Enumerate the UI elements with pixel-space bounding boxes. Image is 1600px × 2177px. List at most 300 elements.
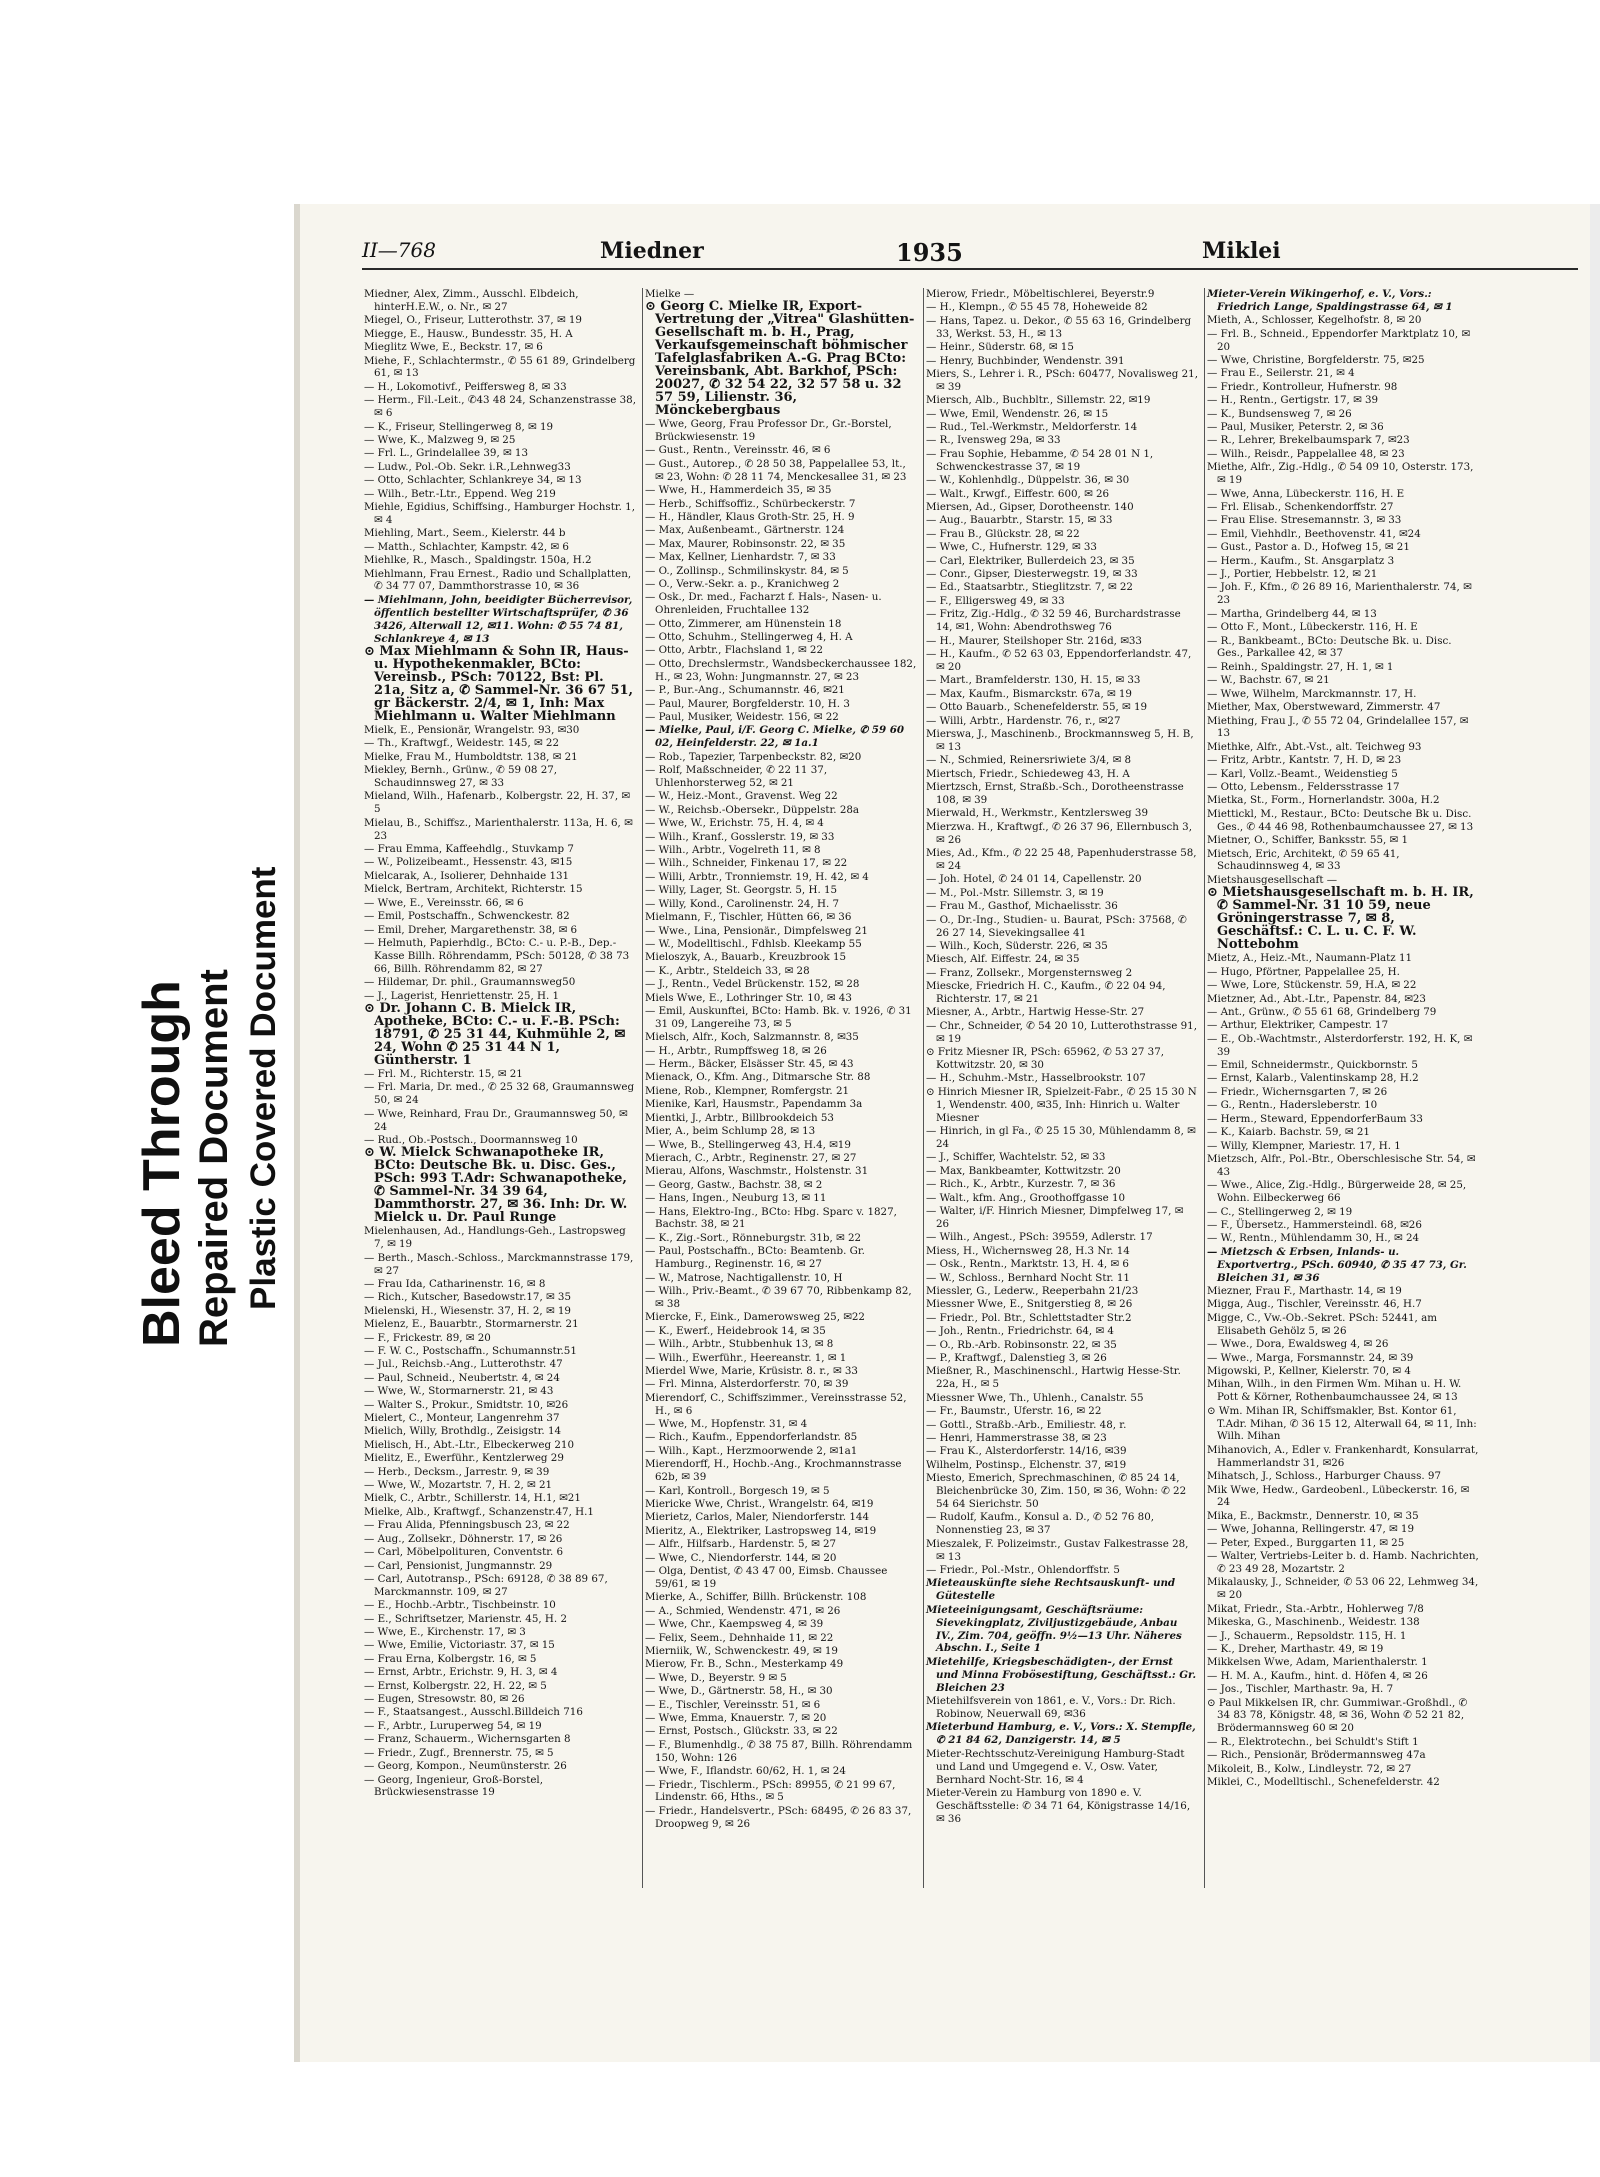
directory-entry: — Peter, Exped., Burggarten 11, ✉ 25 (1207, 1536, 1405, 1549)
directory-entry: — Wwe, Emilie, Victoriastr. 37, ✉ 15 (364, 1639, 555, 1652)
directory-entry: — Wwe, Reinhard, Frau Dr., Graumannsweg 50, ✉ 24 (364, 1107, 628, 1133)
directory-entry: — Wilh., Arbtr., Vogelreth 11, ✉ 8 (645, 844, 821, 857)
directory-entry: — Jul., Reichsb.-Ang., Lutterothstr. 47 (364, 1358, 563, 1371)
directory-entry: — Fr., Baumstr., Uferstr. 16, ✉ 22 (926, 1405, 1102, 1418)
directory-entry: — F., Elligersweg 49, ✉ 33 (926, 594, 1065, 607)
directory-entry: — Wilh., Kapt., Herzmoorwende 2, ✉1a1 (645, 1444, 858, 1457)
directory-entry: — H., Lokomotivf., Peiffersweg 8, ✉ 33 (364, 380, 567, 393)
directory-entry: — Martha, Grindelberg 44, ✉ 13 (1207, 607, 1377, 620)
directory-entry: Mikkelsen Wwe, Adam, Marienthalerstr. 1 (1207, 1656, 1428, 1669)
directory-entry: — H., Maurer, Steilshoper Str. 216d, ✉33 (926, 634, 1142, 647)
directory-entry: — Otto, Schlachter, Schlankreye 34, ✉ 13 (364, 474, 582, 487)
directory-entry: — F., Übersetz., Hammersteindl. 68, ✉26 (1207, 1218, 1422, 1231)
directory-entry: — Henry, Buchbinder, Wendenstr. 391 (926, 354, 1125, 367)
directory-entry: — Paul, Postschaffn., BCto: Beamtenb. Gr. Hamburg., Reginenstr. 16, ✉ 27 (645, 1245, 865, 1271)
directory-entry: Mieter-Verein zu Hamburg von 1890 e. V. Geschäftsstelle: ✆ 34 71 64, Königstrasse 14/16, ✉ 36 (926, 1786, 1191, 1825)
directory-entry: Mihanovich, A., Edler v. Frankenhardt, Konsularrat, Hammerlandstr 31, ✉26 (1207, 1443, 1479, 1469)
directory-entry: — C., Stellingerweg 2, ✉ 19 (1207, 1205, 1353, 1218)
directory-entry: — Wwe, Chr., Kaempsweg 4, ✉ 39 (645, 1618, 824, 1631)
directory-entry: — Herm., Steward, EppendorferBaum 33 (1207, 1112, 1423, 1125)
directory-entry: — H. M. A., Kaufm., hint. d. Höfen 4, ✉ 26 (1207, 1669, 1428, 1682)
directory-entry: — Hildemar, Dr. phil., Graumannsweg50 (364, 976, 576, 989)
directory-entry: — Wwe, W., Erichstr. 75, H. 4, ✉ 4 (645, 817, 824, 830)
directory-entry: — E., Schriftsetzer, Marienstr. 45, H. 2 (364, 1612, 568, 1625)
directory-entry: Mik Wwe, Hedw., Gardeobenl., Lübeckerstr. 16, ✉ 24 (1207, 1483, 1470, 1509)
directory-entry: Mielmann, F., Tischler, Hütten 66, ✉ 36 (645, 911, 852, 924)
directory-entry: — Carl, Elektriker, Bullerdeich 23, ✉ 35 (926, 554, 1135, 567)
directory-entry: — Eugen, Stresowstr. 80, ✉ 26 (364, 1693, 525, 1706)
directory-entry: — J., Portier, Hebbelstr. 12, ✉ 21 (1207, 568, 1378, 581)
directory-entry: — Wwe, C., Niendorferstr. 144, ✉ 20 (645, 1551, 837, 1564)
header-rule (362, 268, 1578, 270)
directory-entry: — Wilh., Reisdr., Pappelallee 48, ✉ 23 (1207, 447, 1405, 460)
directory-entry: ⊙ Hinrich Miesner IR, Spielzeit-Fabr., ✆ 25 15 30 N 1, Wendenstr. 400, ✉35, Inh: Hinrich u. Walter Miesner (926, 1085, 1197, 1124)
directory-entry: Miels Wwe, E., Lothringer Str. 10, ✉ 43 (645, 991, 852, 1004)
directory-entry: — Frl. Maria, Dr. med., ✆ 25 32 68, Graumannsweg 50, ✉ 24 (364, 1081, 635, 1107)
directory-entry: Mielenz, E., Bauarbtr., Stormarnerstr. 21 (364, 1318, 579, 1331)
directory-entry: — E., Tischler, Vereinsstr. 51, ✉ 6 (645, 1698, 821, 1711)
directory-entry: — Frau M., Gasthof, Michaelisstr. 36 (926, 900, 1118, 913)
directory-entry: Mierniik, W., Schwenckestr. 49, ✉ 19 (645, 1644, 838, 1657)
directory-entry: — Wwe, E., Vereinsstr. 66, ✉ 6 (364, 896, 524, 909)
directory-entry: — Frau Ida, Catharinenstr. 16, ✉ 8 (364, 1277, 546, 1290)
directory-entry: — Olga, Dentist, ✆ 43 47 00, Eimsb. Chaussee 59/61, ✉ 19 (645, 1565, 888, 1590)
directory-entry: — Wwe, M., Hopfenstr. 31, ✉ 4 (645, 1418, 808, 1431)
directory-entry: — Max, Außenbeamt., Gärtnerstr. 124 (645, 524, 845, 537)
directory-entry: Mielke, Alb., Kraftwgf., Schanzenstr.47, H.1 (364, 1505, 594, 1518)
directory-entry: Mieloszyk, A., Bauarb., Kreuzbrook 15 (645, 951, 847, 964)
directory-entry: — Friedr., Kontrolleur, Hufnerstr. 98 (1207, 380, 1398, 393)
directory-entry: — E., Hochb.-Arbtr., Tischbeinstr. 10 (364, 1599, 556, 1612)
directory-entry: — O., Rb.-Arb. Robinsonstr. 22, ✉ 35 (926, 1338, 1117, 1351)
directory-entry: — Matth., Schlachter, Kampstr. 42, ✉ 6 (364, 540, 569, 553)
directory-entry: — Ernst, Postsch., Glückstr. 33, ✉ 22 (645, 1725, 838, 1738)
directory-entry: — Emil, Postschaffn., Schwenckestr. 82 (364, 910, 570, 923)
directory-entry: Mielck, Bertram, Architekt, Richterstr. 15 (364, 883, 583, 896)
directory-entry: Mierow, Fr. B., Schn., Mesterkamp 49 (645, 1658, 844, 1671)
directory-entry: — Max, Kaufm., Bismarckstr. 67a, ✉ 19 (926, 687, 1132, 700)
directory-entry: Miesto, Emerich, Sprechmaschinen, ✆ 85 24 14, Bleichenbrücke 30, Zim. 150, ✉ 36, Wohn: ✆ 22 54 64 Sierichstr. 50 (926, 1472, 1187, 1510)
directory-entry: Mietka, St., Form., Hornerlandstr. 300a, H.2 (1207, 794, 1440, 807)
directory-entry: Miehlke, R., Masch., Spaldingstr. 150a, H.2 (364, 554, 592, 567)
directory-entry: — O., Zollinsp., Schmilinskystr. 84, ✉ 5 (645, 564, 849, 577)
column-4 (1207, 288, 1479, 1789)
directory-entry: — Otto Bauarb., Schenefelderstr. 55, ✉ 19 (926, 701, 1148, 714)
directory-entry: — Reinh., Spaldingstr. 27, H. 1, ✉ 1 (1207, 660, 1394, 673)
directory-entry: Mietz, A., Heiz.-Mt., Naumann-Platz 11 (1207, 952, 1413, 965)
directory-entry: — Miehlmann, John, beeidigter Bücherrevisor, öffentlich bestellter Wirtschaftsprüfer, ✆ 36 3426, Alterwall 12, ✉11. Wohn: ✆ 55 74 81, Schlankreye 4, ✉ 13 (364, 593, 633, 645)
directory-entry: Mierendorff, H., Hochb.-Ang., Krochmannstrasse 62b, ✉ 39 (645, 1458, 902, 1484)
directory-entry: Mieteauskünfte siehe Rechtsauskunft- und Gütestelle (926, 1577, 1176, 1603)
directory-entry: — K., Bundsensweg 7, ✉ 26 (1207, 407, 1352, 420)
directory-entry: Mieritz, A., Elektriker, Lastropsweg 14, ✉19 (645, 1524, 877, 1537)
directory-entry: — Otto F., Mont., Lübeckerstr. 116, H. E (1207, 621, 1418, 634)
directory-entry: — Wilh., Arbtr., Stubbenhuk 13, ✉ 8 (645, 1338, 834, 1351)
directory-entry: — Wwe, Christine, Borgfelderstr. 75, ✉25 (1207, 354, 1425, 367)
directory-entry: Mierswa, J., Maschinenb., Brockmannsweg 5, H. B, ✉ 13 (926, 727, 1194, 753)
directory-entry: — W., Heiz.-Mont., Gravenst. Weg 22 (645, 790, 838, 803)
directory-entry: — O., Verw.-Sekr. a. p., Kranichweg 2 (645, 577, 840, 590)
directory-entry: Mietehilfe, Kriegsbeschädigten-, der Ernst und Minna Frobösestiftung, Geschäftsst.: Gr. Bleichen 23 (926, 1655, 1197, 1694)
directory-entry: Mielisch, H., Abt.-Ltr., Elbeckerweg 210 (364, 1438, 574, 1451)
directory-entry: — W., Reichsb.-Obersekr., Düppelstr. 28a (645, 803, 860, 816)
directory-entry: — Franz, Schauerm., Wichernsgarten 8 (364, 1733, 571, 1746)
directory-entry: Mikeska, G., Maschinenb., Weidestr. 138 (1207, 1616, 1420, 1629)
directory-entry: — Ant., Grünw., ✆ 55 61 68, Grindelberg 79 (1207, 1005, 1437, 1018)
directory-entry: — Helmuth, Papierhdlg., BCto: C.- u. P.-B., Dep.-Kasse Billh. Röhrendamm, PSch: 50128, ✆ 38 73 66, Billh. Röhrendamm 82, ✉ 27 (364, 936, 630, 975)
directory-entry: — Frau E., Seilerstr. 21, ✉ 4 (1207, 367, 1355, 380)
directory-entry: — Wwe, C., Hufnerstr. 129, ✉ 33 (926, 541, 1097, 554)
directory-entry: — R., Ivensweg 29a, ✉ 33 (926, 434, 1061, 447)
directory-entry: — A., Schmied, Wendenstr. 471, ✉ 26 (645, 1604, 841, 1617)
directory-entry: — Otto, Schuhm., Stellingerweg 4, H. A (645, 631, 853, 644)
directory-entry: Miethke, Alfr., Abt.-Vst., alt. Teichweg 93 (1207, 740, 1422, 753)
directory-entry: — W., Matrose, Nachtigallenstr. 10, H (645, 1271, 843, 1284)
directory-entry: — P., Kraftwgf., Dalenstieg 3, ✉ 26 (926, 1352, 1107, 1364)
header-year: 1935 (896, 238, 963, 267)
directory-entry: Miersen, Ad., Gipser, Dorotheenstr. 140 (926, 501, 1134, 513)
directory-entry: — Wwe, Georg, Frau Professor Dr., Gr.-Borstel, Brückwiesenstr. 19 (645, 418, 892, 443)
directory-entry: Miething, Frau J., ✆ 55 72 04, Grindelallee 157, ✉ 13 (1207, 714, 1469, 740)
directory-entry: Mieter-Verein Wikingerhof, e. V., Vors.: Friedrich Lange, Spaldingstrasse 64, ✉ 1 (1207, 288, 1453, 313)
directory-entry: Miersch, Alb., Buchbltr., Sillemstr. 22, ✉19 (926, 394, 1151, 407)
directory-entry: — Friedr., Zugf., Brennerstr. 75, ✉ 5 (364, 1746, 554, 1759)
directory-entry: — Herm., Kaufm., St. Ansgarplatz 3 (1207, 554, 1395, 567)
page-number: II—768 (362, 238, 436, 262)
directory-entry: — Walter, Vertriebs-Leiter b. d. Hamb. Nachrichten, ✆ 23 49 28, Mozartstr. 2 (1207, 1550, 1479, 1575)
directory-entry: Miessler, G., Lederw., Reeperbahn 21/23 (926, 1284, 1139, 1297)
directory-entry: — Hans, Elektro-Ing., BCto: Hbg. Sparc v. 1827, Bachstr. 38, ✉ 21 (645, 1205, 897, 1231)
directory-entry: Mielau, B., Schiffsz., Marienthalerstr. 113a, H. 6, ✉ 23 (364, 816, 633, 842)
directory-entry: — Paul, Musiker, Peterstr. 2, ✉ 36 (1207, 421, 1384, 434)
directory-entry: — Rich., Kutscher, Basedowstr.17, ✉ 35 (364, 1291, 572, 1304)
directory-entry: — Willi, Arbtr., Tronniemstr. 19, H. 42, ✉ 4 (645, 870, 869, 883)
directory-entry: — Herb., Decksm., Jarrestr. 9, ✉ 39 (364, 1465, 550, 1478)
directory-entry: — Frl. B., Schneid., Eppendorfer Marktplatz 10, ✉ 20 (1207, 327, 1471, 353)
directory-entry: — Henri, Hammerstrasse 38, ✉ 23 (926, 1431, 1107, 1444)
directory-entry: — Paul, Musiker, Weidestr. 156, ✉ 22 (645, 711, 839, 723)
directory-entry: — Felix, Seem., Dehnhaide 11, ✉ 22 (645, 1631, 834, 1644)
directory-entry: — Hugo, Pförtner, Pappelallee 25, H. (1207, 965, 1400, 978)
directory-entry: — Willy, Klempner, Mariestr. 17, H. 1 (1207, 1139, 1401, 1152)
directory-entry: — Frau Alida, Pfenningsbusch 23, ✉ 22 (364, 1519, 570, 1532)
directory-entry: Mieth, A., Schlosser, Kegelhofstr. 8, ✉ 20 (1207, 314, 1422, 327)
repaired-document-stamp: Repaired Document (192, 969, 236, 1347)
directory-entry: Miessner Wwe, E., Snitgerstieg 8, ✉ 26 (926, 1298, 1133, 1311)
directory-entry: Miettickl, M., Restaur., BCto: Deutsche Bk u. Disc. Ges., ✆ 44 46 98, Rothenbaumchaussee 27, ✉ 13 (1207, 807, 1474, 833)
directory-entry: — Frl. L., Grindelallee 39, ✉ 13 (364, 447, 529, 460)
directory-entry: Miess, H., Wichernsweg 28, H.3 Nr. 14 (926, 1244, 1130, 1257)
directory-entry: Mieland, Wilh., Hafenarb., Kolbergstr. 22, H. 37, ✉ 5 (364, 790, 631, 816)
directory-entry: Mielke, Frau M., Humboldtstr. 138, ✉ 21 (364, 750, 578, 763)
directory-entry: Mielcarak, A., Isolierer, Dehnhaide 131 (364, 869, 570, 882)
plastic-covered-stamp: Plastic Covered Document (244, 866, 283, 1310)
directory-entry: — H., Händler, Klaus Groth-Str. 25, H. 9 (645, 510, 855, 523)
directory-entry: — Max, Maurer, Robinsonstr. 22, ✉ 35 (645, 537, 846, 550)
directory-entry: — Ed., Staatsarbtr., Stieglitzstr. 7, ✉ 22 (926, 581, 1133, 594)
directory-entry: Migowski, P., Kellner, Kielerstr. 70, ✉ 4 (1207, 1364, 1411, 1377)
directory-entry: — F., Frickestr. 89, ✉ 20 (364, 1331, 491, 1344)
directory-entry: Mietehilfsverein von 1861, e. V., Vors.: Dr. Rich. Robinow, Neuerwall 69, ✉36 (926, 1695, 1176, 1720)
directory-entry: — Ernst, Kalarb., Valentinskamp 28, H.2 (1207, 1072, 1419, 1085)
directory-entry: Miether, Max, Oberstweward, Zimmerstr. 47 (1207, 701, 1441, 714)
directory-entry: — Wilh., Koch, Süderstr. 226, ✉ 35 (926, 939, 1108, 952)
directory-entry: — Wwe, H., Hammerdeich 35, ✉ 35 (645, 484, 832, 497)
directory-entry: — Joh. F., Kfm., ✆ 26 89 16, Marienthalerstr. 74, ✉ 23 (1207, 581, 1472, 607)
directory-entry: Miertzsch, Ernst, Straßb.-Sch., Dorotheenstrasse 108, ✉ 39 (926, 781, 1184, 806)
directory-entry: — W., Modelltischl., Fdhlsb. Kleekamp 55 (645, 937, 862, 950)
directory-entry: — Wwe., Marga, Forsmannstr. 24, ✉ 39 (1207, 1351, 1414, 1364)
directory-entry: — Wwe, D., Beyerstr. 9 ✉ 5 (645, 1671, 787, 1684)
directory-entry: — J., Rentn., Vedel Brückenstr. 152, ✉ 28 (645, 978, 860, 991)
directory-entry: — Joh., Rentn., Friedrichstr. 64, ✉ 4 (926, 1325, 1114, 1338)
directory-entry: Mientki, J., Arbtr., Billbrookdeich 53 (645, 1111, 834, 1124)
directory-entry: Mikalausky, J., Schneider, ✆ 53 06 22, Lehmweg 34, ✉ 20 (1207, 1576, 1479, 1602)
directory-entry: ⊙ Georg C. Mielke IR, Export-Vertretung der „Vitrea" Glashütten-Gesellschaft m. b. H., Prag, Verkaufsgemeinschaft böhmischer Tafelglasfabriken A.-G. Prag BCto: Vereinsbank, Abt. Barkhof, PSch: 20027, ✆ 32 54 22, 32 57 58 u. 32 57 59, Lilienstr. 36, Mönckebergbaus (645, 299, 915, 418)
directory-entry: — Rudolf, Kaufm., Konsul a. D., ✆ 52 76 80, Nonnenstieg 23, ✉ 37 (926, 1511, 1155, 1537)
directory-entry: — R., Elektrotechn., bei Schuldt's Stift 1 (1207, 1735, 1419, 1748)
directory-entry: — Berth., Masch.-Schloss., Marckmannstrasse 179, ✉ 27 (364, 1251, 634, 1277)
directory-entry: — E., Ob.-Wachtmstr., Alsterdorferstr. 192, H. K, ✉ 39 (1207, 1032, 1473, 1058)
directory-entry: Mihan, Wilh., in den Firmen Wm. Mihan u. H. W. Pott & Körner, Rothenbaumchaussee 24, ✉ 13 (1207, 1378, 1462, 1404)
directory-entry: — Friedr., Pol.-Mstr., Ohlendorffstr. 5 (926, 1564, 1120, 1576)
directory-entry: Mietzner, Ad., Abt.-Ltr., Papenstr. 84, ✉23 (1207, 992, 1426, 1005)
directory-entry: Mierow, Friedr., Möbeltischlerei, Beyerstr.9 (926, 288, 1155, 300)
directory-entry: — Rob., Tapezier, Tarpenbeckstr. 82, ✉20 (645, 750, 862, 763)
directory-entry: — Emil, Schneidermstr., Quickbornstr. 5 (1207, 1059, 1418, 1072)
directory-entry: — R., Lehrer, Brekelbaumspark 7, ✉23 (1207, 434, 1410, 447)
directory-entry: — Friedr., Handelsvertr., PSch: 68495, ✆ 26 83 37, Droopweg 9, ✉ 26 (645, 1804, 912, 1830)
directory-entry: Mierzwa. H., Kraftwgf., ✆ 26 37 96, Ellernbusch 3, ✉ 26 (926, 820, 1192, 846)
directory-entry: Mies, Ad., Kfm., ✆ 22 25 48, Papenhuderstrasse 58, ✉ 24 (926, 847, 1197, 872)
directory-entry: — Joh. Hotel, ✆ 24 01 14, Capellenstr. 20 (926, 873, 1142, 886)
directory-entry: — Rud., Tel.-Werkmstr., Meldorferstr. 14 (926, 421, 1138, 434)
directory-entry: — Conr., Gipser, Diesterwegstr. 19, ✉ 33 (926, 568, 1138, 581)
directory-entry: — Walter S., Prokur., Smidtstr. 10, ✉26 (364, 1398, 569, 1411)
directory-entry: — Gust., Pastor a. D., Hofweg 15, ✉ 21 (1207, 541, 1410, 554)
directory-entry: Mielich, Willy, Brothdlg., Zeisigstr. 14 (364, 1425, 562, 1438)
directory-entry: — K., Dreher, Marthastr. 49, ✉ 19 (1207, 1642, 1384, 1655)
directory-entry: Miessner Wwe, Th., Uhlenh., Canalstr. 55 (926, 1391, 1144, 1404)
directory-entry: Mieglitz Wwe, E., Beckstr. 17, ✉ 6 (364, 341, 543, 354)
directory-entry: — Karl, Vollz.-Beamt., Weidenstieg 5 (1207, 767, 1398, 780)
directory-entry: Miesner, A., Arbtr., Hartwig Hesse-Str. 27 (926, 1006, 1145, 1019)
directory-entry: Miekley, Bernh., Grünw., ✆ 59 08 27, Schaudinnsweg 27, ✉ 33 (364, 764, 558, 790)
directory-entry: — H., Schuhm.-Mstr., Hasselbrookstr. 107 (926, 1072, 1146, 1085)
directory-entry: Mikat, Friedr., Sta.-Arbtr., Hohlerweg 7/8 (1207, 1602, 1424, 1615)
directory-entry: — Frau Elise. Stresemannstr. 3, ✉ 33 (1207, 514, 1402, 527)
bleed-through-stamp: Bleed Through (133, 980, 191, 1347)
directory-entry: — Ernst, Kolbergstr. 22, H. 22, ✉ 5 (364, 1679, 547, 1692)
directory-entry: Mielenhausen, Ad., Handlungs-Geh., Lastropsweg 7, ✉ 19 (364, 1225, 626, 1251)
directory-entry: ⊙ Mietshausgesellschaft m. b. H. IR, ✆ Sammel-Nr. 31 10 59, neue Gröningerstrasse 7, ✉ 8, Geschäftsf.: C. L. u. C. F. W. Nottebohm (1207, 885, 1474, 952)
directory-entry: — W., Polizeibeamt., Hessenstr. 43, ✉15 (364, 856, 573, 869)
header-right-word: Miklei (1202, 238, 1281, 264)
directory-entry: — Wwe, E., Kirchenstr. 17, ✉ 3 (364, 1626, 526, 1639)
directory-entry: Mietsch, Eric, Architekt, ✆ 59 65 41, Schaudinnsweg 4, ✉ 33 (1207, 847, 1400, 873)
directory-entry: Miegel, O., Friseur, Lutterothstr. 37, ✉ 19 (364, 314, 582, 327)
directory-entry: — Max, Bankbeamter, Kottwitzstr. 20 (926, 1164, 1121, 1177)
directory-entry: — Max, Kellner, Lienhardstr. 7, ✉ 33 (645, 551, 836, 564)
directory-entry: — H., Klempn., ✆ 55 45 78, Hoheweide 82 (926, 301, 1148, 314)
directory-entry: — R., Bankbeamt., BCto: Deutsche Bk. u. Disc. Ges., Parkallee 42, ✉ 37 (1207, 634, 1452, 660)
directory-entry: — W., Schloss., Bernhard Nocht Str. 11 (926, 1271, 1130, 1284)
directory-entry: Miehle, Egidius, Schiffsing., Hamburger Hochstr. 1, ✉ 4 (364, 501, 635, 526)
directory-entry: Miericke Wwe, Christ., Wrangelstr. 64, ✉19 (645, 1497, 874, 1510)
directory-entry: Miehe, F., Schlachtermstr., ✆ 55 61 89, Grindelberg 61, ✉ 13 (364, 354, 636, 380)
directory-entry: — J., Lagerist, Henriettenstr. 25, H. 1 (364, 989, 560, 1002)
directory-entry: — Mart., Bramfelderstr. 130, H. 15, ✉ 33 (926, 674, 1141, 687)
directory-entry: — Emil, Viehhdlr., Beethovenstr. 41, ✉24 (1207, 527, 1421, 540)
directory-entry: — Frau Erna, Kolbergstr. 16, ✉ 5 (364, 1652, 537, 1665)
directory-entry: Mierau, Alfons, Waschmstr., Holstenstr. 31 (645, 1165, 869, 1178)
column-2 (645, 288, 917, 1831)
directory-entry: Mietner, O., Schiffer, Banksstr. 55, ✉ 1 (1207, 834, 1408, 847)
directory-entry: ⊙ W. Mielck Schwanapotheke IR, BCto: Deutsche Bk. u. Disc. Ges., PSch: 993 T.Adr: Schwanapotheke, ✆ Sammel-Nr. 34 39 64, Dammthorstr. 27, ✉ 36. Inh: Dr. W. Mielck u. Dr. Paul Runge (364, 1145, 628, 1225)
directory-entry: — Karl, Kontroll., Borgesch 19, ✉ 5 (645, 1484, 830, 1497)
directory-entry: Migga, Aug., Tischler, Vereinsstr. 46, H.7 (1207, 1298, 1422, 1311)
directory-entry: — K., Zig.-Sort., Rönneburgstr. 31b, ✉ 22 (645, 1231, 862, 1244)
directory-entry: — Hans, Tapez. u. Dekor., ✆ 55 63 16, Grindelberg 33, Werkst. 53, H., ✉ 13 (926, 314, 1192, 340)
directory-entry: Wilhelm, Postinsp., Elchenstr. 37, ✉19 (926, 1458, 1127, 1471)
directory-entry: — Otto, Zimmerer, am Hünenstein 18 (645, 617, 842, 630)
directory-entry: Mieteeinigungsamt, Geschäftsräume: Sievekingplatz, Ziviljustizgebäude, Anbau IV., Zim. 704, geöffn. 9½—13 Uhr. Näheres Abschn. I., Seite 1 (926, 1603, 1182, 1655)
directory-entry: — Willy, Kond., Carolinenstr. 24, H. 7 (645, 897, 840, 910)
directory-entry: — Jos., Tischler, Marthastr. 9a, H. 7 (1207, 1683, 1394, 1696)
directory-entry: — W., Kohlenhdlg., Düppelstr. 36, ✉ 30 (926, 474, 1130, 487)
directory-entry: Mierietz, Carlos, Maler, Niendorferstr. 144 (645, 1511, 869, 1524)
directory-entry: Mierwald, H., Werkmstr., Kentzlersweg 39 (926, 807, 1149, 820)
directory-entry: — Hans, Ingen., Neuburg 13, ✉ 11 (645, 1192, 827, 1205)
directory-entry: — Otto, Drechslermstr., Wandsbeckerchaussee 182, H., ✉ 23, Wohn: Jungmannstr. 27, ✉ 23 (645, 657, 917, 683)
directory-entry: ⊙ Max Miehlmann & Sohn IR, Haus- u. Hypothekenmakler, BCto: Vereinsb., PSch: 70122, Bst: Pl. 21a, Sitz a, ✆ Sammel-Nr. 36 67 51, gr Bäckerstr. 2/4, ✉ 1, Inh: Max Miehlmann u. Walter Miehlmann (364, 643, 634, 724)
directory-entry: — Frau B., Glückstr. 28, ✉ 22 (926, 527, 1080, 540)
directory-entry: — Georg, Ingenieur, Groß-Borstel, Brückwiesenstrasse 19 (364, 1773, 543, 1799)
directory-entry: — Wwe, B., Stellingerweg 43, H.4, ✉19 (645, 1138, 851, 1151)
directory-entry: — Friedr., Pol. Btr., Schlettstadter Str.2 (926, 1311, 1132, 1324)
directory-entry: — Arthur, Elektriker, Campestr. 17 (1207, 1019, 1389, 1032)
directory-entry: — Gust., Rentn., Vereinsstr. 46, ✉ 6 (645, 444, 831, 457)
directory-entry: Mietzsch, Alfr., Pol.-Btr., Oberschlesische Str. 54, ✉ 43 (1207, 1152, 1476, 1178)
directory-entry: Mielitz, E., Ewerführ., Kentzlerweg 29 (364, 1452, 564, 1465)
directory-entry: — Wwe., Dora, Ewaldsweg 4, ✉ 26 (1207, 1338, 1389, 1351)
directory-entry: — Otto, Lebensm., Feldersstrasse 17 (1207, 781, 1400, 794)
directory-entry: — Walter, i/F. Hinrich Miesner, Dimpfelweg 17, ✉ 26 (926, 1205, 1184, 1230)
directory-entry: — N., Schmied, Reinersriwiete 3/4, ✉ 8 (926, 754, 1132, 767)
directory-entry: — Aug., Zollsekr., Döhnerstr. 17, ✉ 26 (364, 1532, 563, 1545)
directory-entry: — Mielke, Paul, i/F. Georg C. Mielke, ✆ 59 60 02, Heinfelderstr. 22, ✉ 1a.1 (645, 724, 905, 750)
directory-entry: Mierdel Wwe, Marie, Krüsistr. 8. r., ✉ 33 (645, 1364, 858, 1377)
directory-entry: — Willy, Lager, St. Georgstr. 5, H. 15 (645, 884, 838, 897)
directory-entry: — Wwe, D., Gärtnerstr. 58, H., ✉ 30 (645, 1685, 833, 1698)
directory-entry: — Wwe, W., Mozartstr. 7, H. 2, ✉ 21 (364, 1479, 553, 1492)
directory-entry: Miedner, Alex, Zimm., Ausschl. Elbdeich, hinterH.E.W., o. Nr., ✉ 27 (364, 288, 579, 313)
directory-entry: — K., Friseur, Stellingerweg 8, ✉ 19 (364, 420, 554, 433)
directory-page (294, 204, 1596, 2062)
directory-entry: — Paul, Maurer, Borgfelderstr. 10, H. 3 (645, 697, 850, 710)
directory-entry: — F., Blumenhdlg., ✆ 38 75 87, Billh. Röhrendamm 150, Wohn: 126 (645, 1738, 913, 1764)
directory-entry: — Wilh., Kranf., Gosslerstr. 19, ✉ 33 (645, 830, 835, 843)
page-edge (1590, 204, 1600, 2062)
directory-entry: — M., Pol.-Mstr. Sillemstr. 3, ✉ 19 (926, 886, 1104, 899)
directory-entry: Mienack, O., Kfm. Ang., Ditmarsche Str. 88 (645, 1071, 871, 1084)
directory-entry: Mieterbund Hamburg, e. V., Vors.: X. Stempfle, ✆ 21 84 62, Danzigerstr. 14, ✉ 5 (926, 1721, 1196, 1747)
directory-entry: ⊙ Fritz Miesner IR, PSch: 65962, ✆ 53 27 37, Kottwitzstr. 20, ✉ 30 (926, 1046, 1165, 1072)
column-divider (642, 288, 643, 1888)
directory-entry: Mikoleit, B., Kolw., Lindleystr. 72, ✉ 27 (1207, 1762, 1412, 1775)
directory-entry: — Frau K., Alsterdorferstr. 14/16, ✉39 (926, 1445, 1127, 1458)
directory-entry: — J., Schauerm., Repsoldstr. 115, H. 1 (1207, 1629, 1407, 1642)
directory-entry: — Wilh., Betr.-Ltr., Eppend. Weg 219 (364, 487, 556, 500)
directory-entry: — F. W. C., Postschaffn., Schumannstr.51 (364, 1345, 577, 1357)
directory-entry: — O., Dr.-Ing., Studien- u. Baurat, PSch: 37568, ✆ 26 27 14, Sievekingsallee 41 (926, 913, 1187, 939)
directory-entry: — Wwe, F., Iflandstr. 60/62, H. 1, ✉ 24 (645, 1765, 846, 1778)
directory-entry: Mika, E., Backmstr., Dennerstr. 10, ✉ 35 (1207, 1509, 1419, 1522)
directory-entry: — H., Arbtr., Rumpffsweg 18, ✉ 26 (645, 1044, 827, 1057)
directory-entry: Mielk, E., Pensionär, Wrangelstr. 93, ✉30 (364, 723, 580, 736)
directory-entry: — Franz, Zollsekr., Morgensternsweg 2 (926, 966, 1133, 979)
directory-entry: — Herb., Schiffsoffiz., Schürbeckerstr. 7 (645, 497, 856, 510)
directory-entry: — Willi, Arbtr., Hardenstr. 76, r., ✉27 (926, 714, 1121, 727)
directory-entry: Mielk, C., Arbtr., Schillerstr. 14, H.1, ✉21 (364, 1492, 581, 1505)
directory-entry: — Wwe, Lore, Stückenstr. 59, H.A, ✉ 22 (1207, 979, 1417, 992)
directory-entry: — Rich., Pensionär, Brödermannsweg 47a (1207, 1749, 1426, 1762)
directory-entry: — Frl. Minna, Alsterdorferstr. 70, ✉ 39 (645, 1378, 849, 1391)
directory-entry: Miezner, Frau F., Marthastr. 14, ✉ 19 (1207, 1284, 1402, 1297)
directory-entry: Mieszalek, F. Polizeimstr., Gustav Falkestrasse 28, ✉ 13 (926, 1537, 1189, 1563)
directory-entry: — Wwe, Anna, Lübeckerstr. 116, H. E (1207, 487, 1405, 500)
directory-entry: — Wwe, Wilhelm, Marckmannstr. 17, H. (1207, 687, 1417, 700)
directory-entry: — Friedr., Tischlerm., PSch: 89955, ✆ 21 99 67, Lindenstr. 66, Hths., ✉ 5 (645, 1778, 896, 1804)
directory-entry: Miertsch, Friedr., Schiedeweg 43, H. A (926, 767, 1130, 780)
directory-entry: — F., Arbtr., Luruperweg 54, ✉ 19 (364, 1719, 542, 1732)
directory-entry: Mieter-Rechtsschutz-Vereinigung Hamburg-Stadt und Land und Umgegend e. V., Osw. Vater, Bernhard Nocht-Str. 16, ✉ 4 (926, 1747, 1185, 1786)
directory-entry: ⊙ Wm. Mihan IR, Schiffsmakler, Bst. Kontor 61, T.Adr. Mihan, ✆ 36 15 12, Alterwall 64, ✉ 11, Inh: Wilh. Mihan (1207, 1404, 1477, 1443)
header-left-word: Miedner (600, 238, 704, 264)
directory-entry: Mienike, Karl, Hausmstr., Papendamm 3a (645, 1098, 863, 1111)
directory-entry: — Wilh., Ewerführ., Heereanstr. 1, ✉ 1 (645, 1351, 847, 1364)
directory-entry: — Wwe, W., Stormarnerstr. 21, ✉ 43 (364, 1385, 554, 1398)
directory-entry: — Emil, Dreher, Margarethenstr. 38, ✉ 6 (364, 923, 578, 936)
directory-entry: — Rolf, Maßschneider, ✆ 22 11 37, Uhlenhorsterweg 52, ✉ 21 (645, 764, 828, 790)
directory-entry: — Rich., K., Arbtr., Kurzestr. 7, ✉ 36 (926, 1178, 1116, 1191)
directory-entry: — Osk., Dr. med., Facharzt f. Hals-, Nasen- u. Ohrenleiden, Fruchtallee 132 (645, 591, 882, 617)
directory-entry: — Gust., Autorep., ✆ 28 50 38, Pappelallee 53, lt., ✉ 23, Wohn: ✆ 28 11 74, Menckesallee 31, ✉ 23 (645, 457, 907, 483)
column-3 (926, 288, 1198, 1826)
directory-entry: — Ernst, Arbtr., Erichstr. 9, H. 3, ✉ 4 (364, 1666, 558, 1679)
directory-entry: — P., Bur.-Ang., Schumannstr. 46, ✉21 (645, 684, 845, 697)
directory-entry: Mielenski, H., Wiesenstr. 37, H. 2, ✉ 19 (364, 1304, 571, 1317)
directory-entry: — Heinr., Süderstr. 68, ✉ 15 (926, 341, 1074, 354)
directory-entry: Mierendorf, C., Schiffszimmer., Vereinsstrasse 52, H., ✉ 6 (645, 1391, 907, 1417)
directory-entry: Miegge, E., Hausw., Bundesstr. 35, H. A (364, 327, 573, 340)
directory-entry: — Georg, Gastw., Bachstr. 38, ✉ 2 (645, 1178, 823, 1191)
directory-entry: Mihatsch, J., Schloss., Harburger Chauss. 97 (1207, 1470, 1442, 1483)
directory-entry: Mielert, C., Monteur, Langenrehm 37 (364, 1412, 560, 1425)
directory-entry: — Ludw., Pol.-Ob. Sekr. i.R.,Lehnweg33 (364, 460, 571, 473)
directory-entry: — Frl. M., Richterstr. 15, ✉ 21 (364, 1067, 523, 1080)
directory-entry: — Emil, Auskunftei, BCto: Hamb. Bk. v. 1926, ✆ 31 31 09, Langereihe 73, ✉ 5 (645, 1004, 912, 1030)
directory-entry: — Mietzsch & Erbsen, Inlands- u. Exportvertrg., PSch. 60940, ✆ 35 47 73, Gr. Bleichen 31, ✉ 36 (1207, 1245, 1467, 1284)
directory-entry: — H., Kaufm., ✆ 52 63 03, Eppendorferlandstr. 47, ✉ 20 (926, 647, 1192, 673)
directory-entry: — Wilh., Priv.-Beamt., ✆ 39 67 70, Ribbenkamp 82, ✉ 38 (645, 1284, 912, 1310)
directory-entry: ⊙ Paul Mikkelsen IR, chr. Gummiwar.-Großhdl., ✆ 34 83 78, Königstr. 48, ✉ 36, Wohn ✆ 52 21 82, Brödermannsweg 60 ✉ 20 (1207, 1696, 1468, 1735)
directory-entry: — Aug., Bauarbtr., Starstr. 15, ✉ 33 (926, 514, 1113, 527)
directory-entry: Miers, S., Lehrer i. R., PSch: 60477, Novalisweg 21, ✉ 39 (926, 367, 1198, 393)
directory-entry: — J., Schiffer, Wachtelstr. 52, ✉ 33 (926, 1151, 1106, 1164)
directory-entry: Migge, C., Vw.-Ob.-Sekret. PSch: 52441, am Elisabeth Gehölz 5, ✉ 26 (1207, 1311, 1437, 1337)
directory-entry: — K., Kaiarb. Bachstr. 59, ✉ 21 (1207, 1126, 1370, 1139)
